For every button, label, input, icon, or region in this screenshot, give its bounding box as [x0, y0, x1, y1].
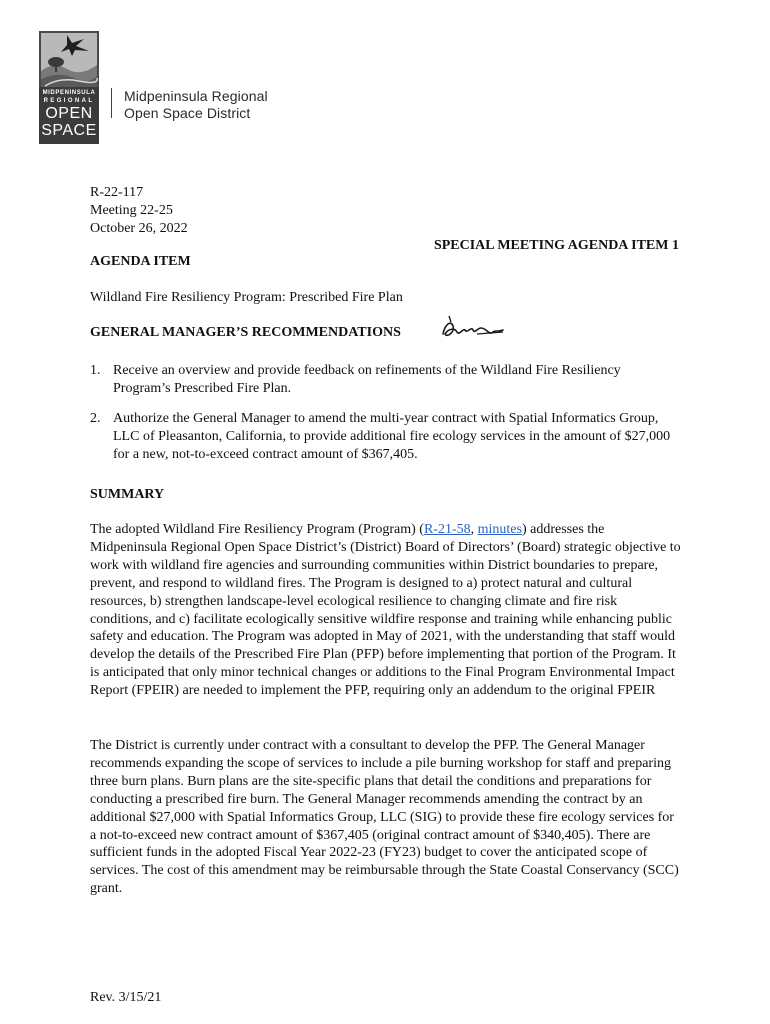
organization-name — [124, 88, 268, 122]
org-name-line-2: Open Space District — [124, 105, 251, 121]
list-item-number: 2. — [90, 411, 101, 426]
recommendations-heading: GENERAL MANAGER’S RECOMMENDATIONS — [90, 325, 401, 340]
list-item-number: 1. — [90, 363, 101, 378]
report-meta — [90, 184, 188, 238]
list-item — [90, 362, 680, 398]
list-item-text: Receive an overview and provide feedback on refinements of the Wildland Fire Resiliency Program’s Prescribed Fire Plan. — [113, 363, 621, 396]
list-item-text: Authorize the General Manager to amend the multi-year contract with Spatial Informatics Group, LLC of Pleasanton, California, to provide additional fire ecology services in the amount of $27,000 for a new, not-to-exceed contract amount of $367,405. — [113, 411, 671, 462]
summary-heading: SUMMARY — [90, 487, 165, 502]
signature-icon — [437, 314, 507, 344]
minutes-link[interactable]: minutes — [477, 522, 522, 537]
logo-text-midpeninsula: MIDPENINSULA — [42, 90, 96, 96]
meeting-number: Meeting 22-25 — [90, 203, 173, 218]
logo-text-open: OPEN — [45, 105, 93, 122]
summary-paragraph-2: The District is currently under contract with a consultant to develop the PFP. The General Manager recommends expanding the scope of services to include a pile burning workshop for staff and preparing three burn plans. Burn plans are the site-specific plans that detail the conditions and preparations for conducting a prescribed fire burn. The General Manager recommends amending the contract by an additional $27,000 with Spatial Informatics Group, LLC (SIG) to provide these fire ecology services for a not-to-exceed new contract amount of $367,405 (original contract amount of $340,405). There are sufficient funds in the adopted Fiscal Year 2022-23 (FY23) budget to cover the anticipated scope of services. The cost of this amendment may be reimbursable through the State Coastal Conservancy (SCC) grant. — [90, 738, 679, 897]
summary-p1-separator: , — [470, 522, 478, 537]
resolution-link[interactable]: R-21-58 — [423, 522, 471, 537]
report-number: R-22-117 — [90, 185, 144, 200]
org-name-line-1: Midpeninsula Regional — [124, 88, 268, 104]
summary-p1-rest: ) addresses the Midpeninsula Regional Open Space District’s (District) Board of Directors’ (Board) strategic objective to work with wildland fire agencies and surrounding communities within District boundaries to prepare, prevent, and respond to wildland fires. The Program is designed to a) protect natural and cultural resources, b) strengthen landscape-level ecological resilience to changing climate and fire risk conditions, and c) facilitate ecologically sensitive wildfire response and training while enhancing public safety and education. The Program was adopted in May of 2021, with the understanding that staff would develop the details of the Prescribed Fire Plan (PFP) before implementing that portion of the Program. It is anticipated that only minor technical changes or additions to the Final Program Environmental Impact Report (FPEIR) are needed to implement the PFP, requiring only an addendum to the original FPEIR — [90, 522, 681, 699]
revision-footer: Rev. 3/15/21 — [90, 990, 162, 1005]
logo-divider — [111, 88, 112, 118]
list-item — [90, 410, 680, 464]
special-meeting-label: SPECIAL MEETING AGENDA ITEM 1 — [433, 238, 679, 253]
summary-paragraph-1 — [90, 521, 682, 700]
summary-p1-intro: The adopted Wildland Fire Resiliency Program (Program) ( — [90, 522, 424, 537]
district-logo — [39, 31, 99, 144]
agenda-item-heading: AGENDA ITEM — [90, 254, 191, 269]
agenda-item-title: Wildland Fire Resiliency Program: Prescribed Fire Plan — [90, 290, 403, 305]
meeting-date: October 26, 2022 — [90, 221, 188, 236]
logo-text-regional: REGIONAL — [43, 98, 95, 104]
logo-text-space: SPACE — [41, 122, 97, 139]
recommendations-list — [90, 362, 680, 474]
